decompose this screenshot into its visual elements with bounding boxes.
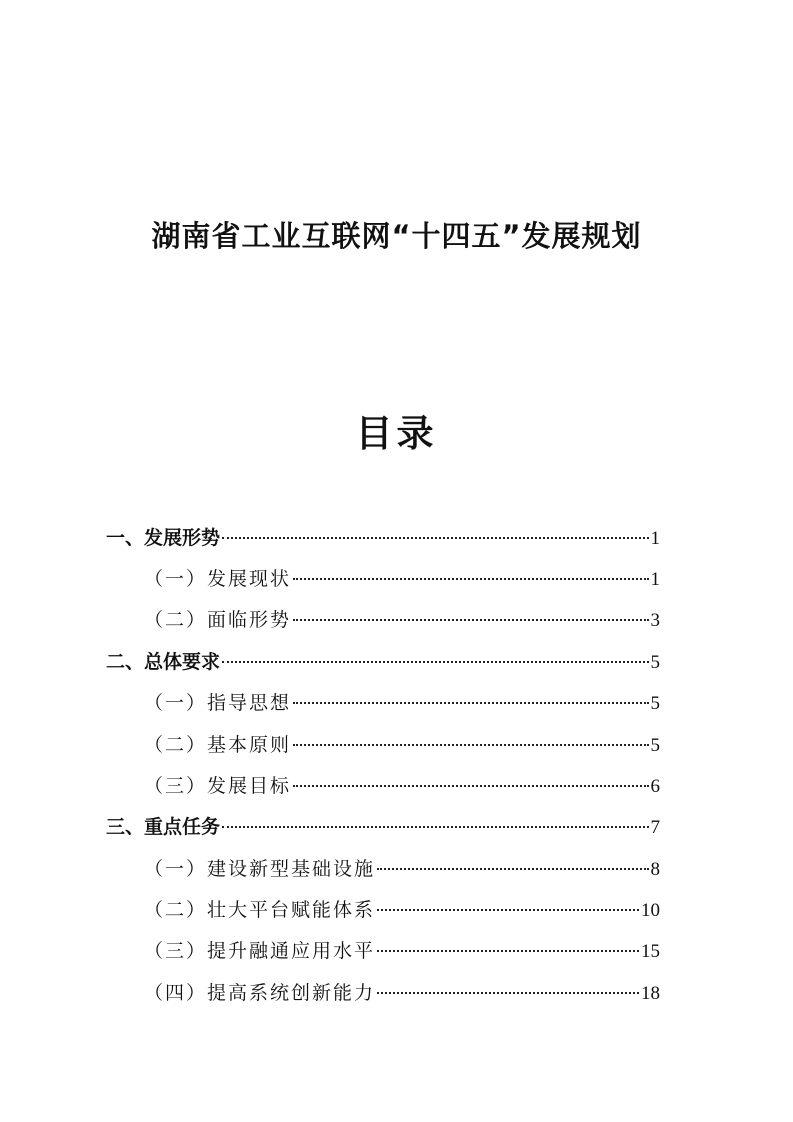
toc-entry-page: 5	[650, 735, 660, 756]
dot-leader	[377, 992, 639, 994]
toc-entry[interactable]	[144, 689, 660, 717]
toc-entry-label: 三、重点任务	[106, 816, 221, 838]
toc-entry-page: 6	[650, 776, 660, 797]
toc-entry[interactable]	[144, 565, 660, 593]
toc-entry[interactable]	[144, 896, 660, 924]
dot-leader	[222, 537, 648, 539]
toc-entry-label: 一、发展形势	[106, 527, 221, 549]
toc-entry[interactable]	[106, 648, 660, 676]
toc-entry-label: （三）提升融通应用水平	[144, 940, 376, 962]
dot-leader	[377, 950, 639, 952]
toc-entry[interactable]	[106, 524, 660, 552]
toc-entry[interactable]	[144, 772, 660, 800]
dot-leader	[293, 578, 648, 580]
toc-entry[interactable]	[144, 855, 660, 883]
toc-heading: 目录	[355, 412, 438, 455]
dot-leader	[293, 744, 648, 746]
toc-entry[interactable]	[144, 937, 660, 965]
toc-entry-label: （一）指导思想	[144, 692, 292, 714]
toc-entry-label: （一）发展现状	[144, 568, 292, 590]
toc-entry[interactable]	[144, 979, 660, 1007]
toc-entry-page: 5	[650, 693, 660, 714]
toc-entry-label: 二、总体要求	[106, 651, 221, 673]
toc-entry-label: （二）面临形势	[144, 609, 292, 631]
dot-leader	[377, 909, 639, 911]
toc-entry[interactable]	[144, 731, 660, 759]
toc-entry-page: 3	[650, 610, 660, 631]
toc-entry-page: 8	[650, 859, 660, 880]
dot-leader	[293, 785, 648, 787]
toc-entry-page: 5	[650, 652, 660, 673]
toc-entry-page: 7	[650, 817, 660, 838]
toc-entry-label: （二）基本原则	[144, 734, 292, 756]
toc-entry-label: （二）壮大平台赋能体系	[144, 899, 376, 921]
toc-entry-page: 10	[641, 900, 660, 921]
toc-entry-page: 1	[650, 569, 660, 590]
toc-entry-label: （四）提高系统创新能力	[144, 982, 376, 1004]
dot-leader	[377, 868, 648, 870]
toc-entry[interactable]	[144, 606, 660, 634]
dot-leader	[222, 826, 648, 828]
toc-entry-label: （三）发展目标	[144, 775, 292, 797]
toc-entry-label: （一）建设新型基础设施	[144, 858, 376, 880]
toc-entry-page: 18	[641, 983, 660, 1004]
toc-entry[interactable]	[106, 813, 660, 841]
toc-entry-page: 15	[641, 941, 660, 962]
dot-leader	[293, 702, 648, 704]
toc-entry-page: 1	[650, 528, 660, 549]
dot-leader	[222, 661, 648, 663]
dot-leader	[293, 619, 648, 621]
document-title: 湖南省工业互联网“十四五”发展规划	[151, 219, 642, 253]
